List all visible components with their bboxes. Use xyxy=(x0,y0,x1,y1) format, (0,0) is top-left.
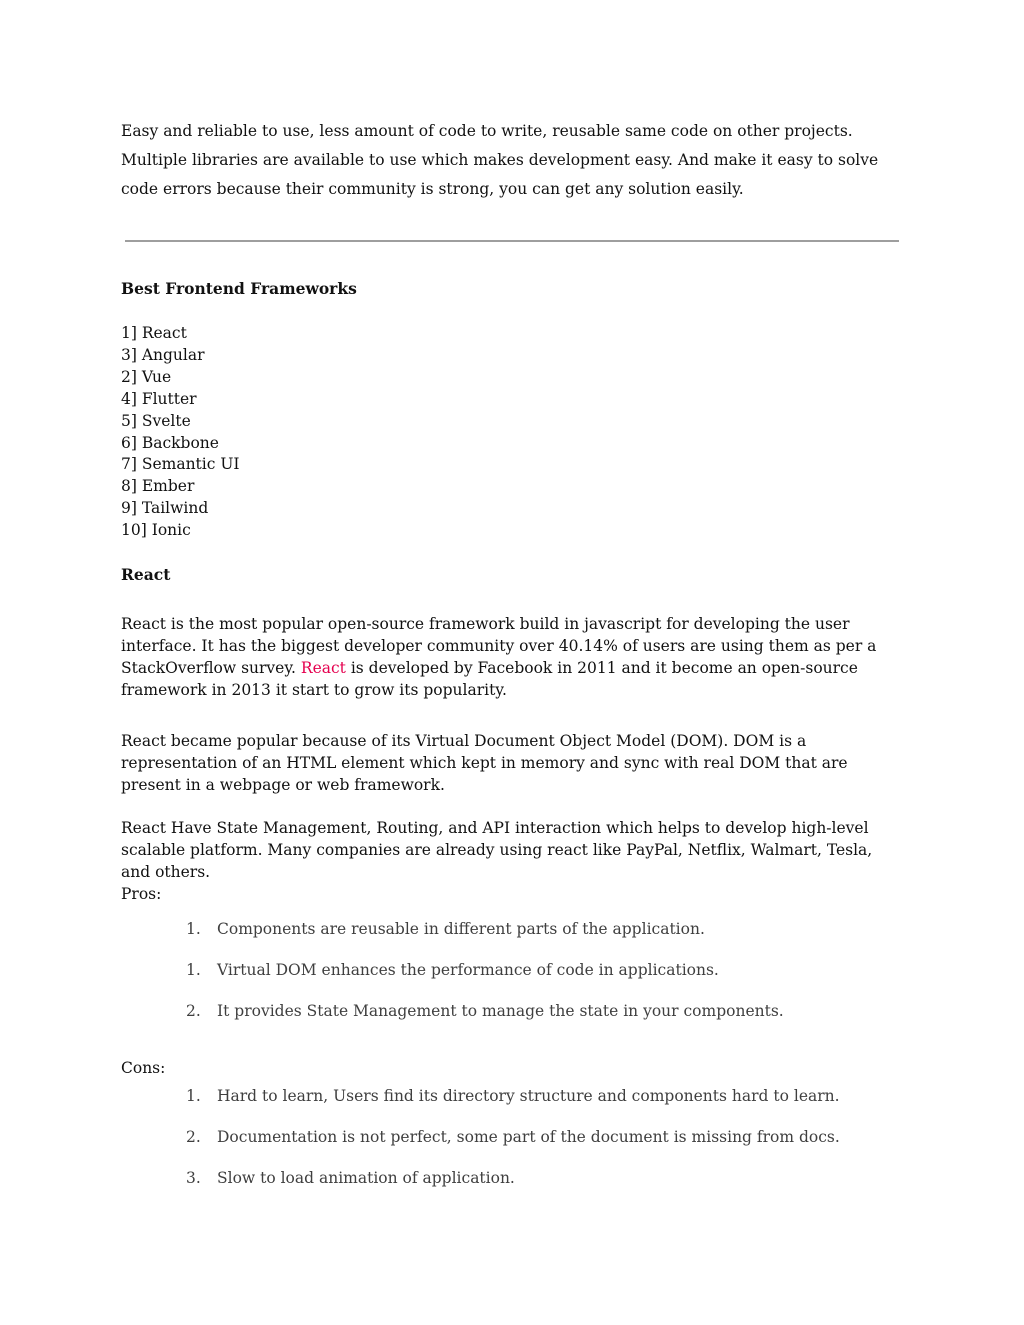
list-item-text: Documentation is not perfect, some part of the document is missing from docs. xyxy=(217,1128,840,1146)
list-item: 10] Ionic xyxy=(121,521,191,540)
pros-label: Pros: xyxy=(121,885,162,903)
list-item: 6] Backbone xyxy=(121,433,219,452)
list-item-number: 1. xyxy=(186,920,201,938)
list-item: 8] Ember xyxy=(121,477,195,496)
react-paragraph-1-end: is developed by Facebook in 2011 and it become an open-source framework in 2013 it start to grow its popularity. xyxy=(121,659,858,699)
list-item-text: Hard to learn, Users find its directory structure and components hard to learn. xyxy=(217,1087,840,1105)
list-item xyxy=(0,918,900,940)
best-frameworks-heading: Best Frontend Frameworks xyxy=(121,279,357,298)
list-item-text: Virtual DOM enhances the performance of code in applications. xyxy=(217,961,719,979)
list-item: 4] Flutter xyxy=(121,389,197,408)
list-item xyxy=(0,959,900,981)
list-item-text: It provides State Management to manage the state in your components. xyxy=(217,1002,784,1020)
list-item xyxy=(0,1085,900,1107)
list-item xyxy=(0,1000,900,1022)
cons-label: Cons: xyxy=(121,1059,166,1077)
frameworks-list xyxy=(121,323,240,542)
intro-paragraph: Easy and reliable to use, less amount of code to write, reusable same code on other projects. Multiple libraries are available to use which makes development easy. And make it easy to solve code errors because their community is strong, you can get any solution easily. xyxy=(121,122,879,198)
horizontal-rule xyxy=(125,240,899,242)
list-item: 3] Angular xyxy=(121,345,205,364)
react-paragraph-2: React became popular because of its Virtual Document Object Model (DOM). DOM is a representation of an HTML element which kept in memory and sync with real DOM that are present in a webpage or web framework. xyxy=(121,732,848,794)
list-item-text: Slow to load animation of application. xyxy=(217,1169,515,1187)
react-link[interactable]: React xyxy=(300,659,346,677)
react-paragraph-3: React Have State Management, Routing, and API interaction which helps to develop high-level scalable platform. Many companies are already using react like PayPal, Netflix, Walmart, Tesla, and others. xyxy=(121,819,873,881)
list-item: 9] Tailwind xyxy=(121,499,209,518)
list-item-number: 1. xyxy=(186,1087,201,1105)
list-item-number: 1. xyxy=(186,961,201,979)
react-paragraph-1-start: React is the most popular open-source framework build in javascript for developing the user interface. It has the biggest developer community over 40.14% of users are using them as per a StackOverflow survey. xyxy=(121,615,877,677)
list-item: 2] Vue xyxy=(121,367,172,386)
list-item: 5] Svelte xyxy=(121,411,191,430)
list-item-text: Components are reusable in different parts of the application. xyxy=(217,920,705,938)
list-item-number: 2. xyxy=(186,1128,201,1146)
list-item-number: 3. xyxy=(186,1169,201,1187)
list-item: 7] Semantic UI xyxy=(121,455,240,474)
list-item-number: 2. xyxy=(186,1002,201,1020)
list-item xyxy=(0,1126,900,1148)
react-heading: React xyxy=(121,565,171,584)
list-item: 1] React xyxy=(121,324,187,342)
list-item xyxy=(0,1167,900,1189)
react-paragraph-1 xyxy=(121,613,901,701)
